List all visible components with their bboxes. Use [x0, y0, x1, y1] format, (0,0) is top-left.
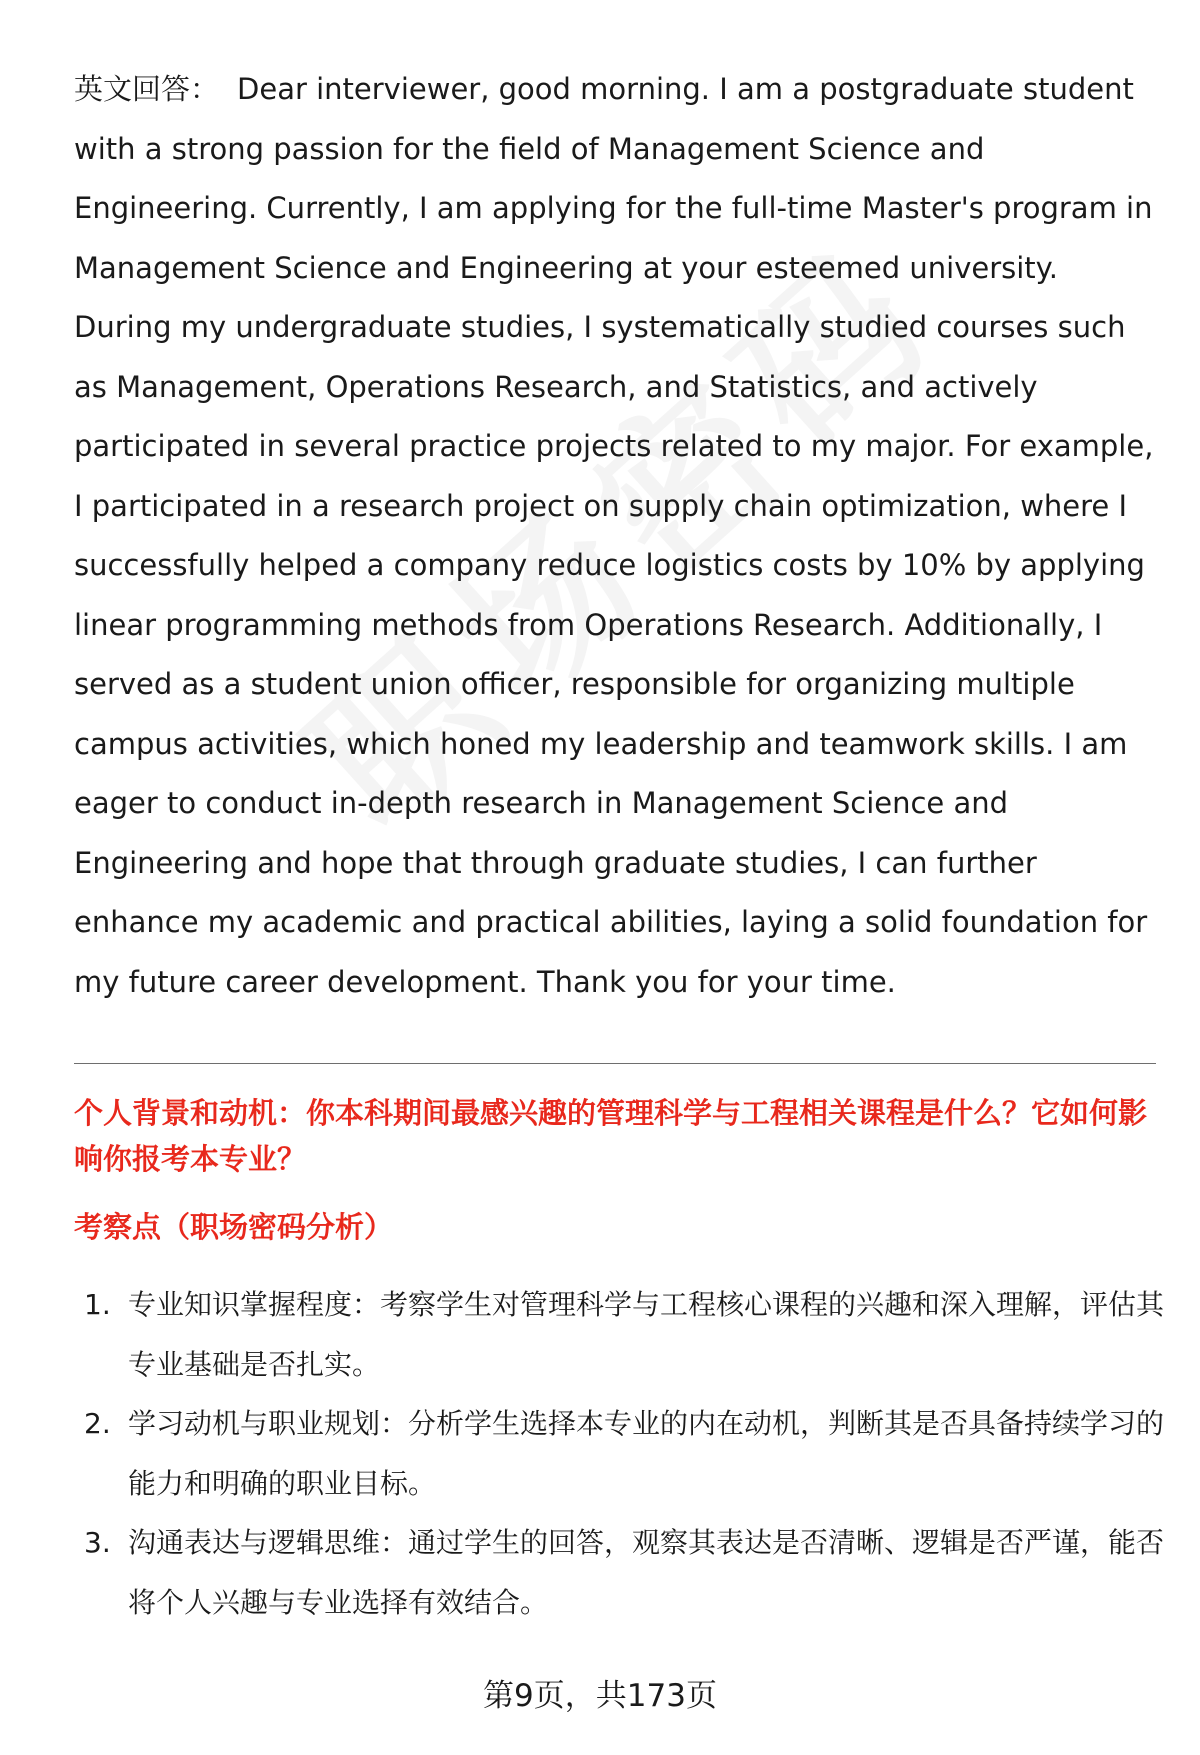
list-item-text: 沟通表达与逻辑思维：通过学生的回答，观察其表达是否清晰、逻辑是否严谨，能否将个人兴趣与专业选择有效结合。 [128, 1526, 1165, 1619]
section-divider [74, 1063, 1156, 1064]
list-item-number: 3. [84, 1526, 111, 1559]
list-item [74, 1513, 1164, 1632]
list-item-text: 学习动机与职业规划：分析学生选择本专业的内在动机，判断其是否具备持续学习的能力和明确的职业目标。 [128, 1407, 1165, 1500]
assessment-points-list [74, 1275, 1164, 1632]
question-heading: 个人背景和动机：你本科期间最感兴趣的管理科学与工程相关课程是什么？它如何影响你报考本专业？ [74, 1096, 1148, 1176]
assessment-points-heading: 考察点（职场密码分析） [74, 1210, 394, 1244]
list-item-number: 2. [84, 1407, 111, 1440]
answer-text: Dear interviewer, good morning. I am a postgraduate student with a strong passion for the field of Management Science and Engineering. Currently, I am applying for the full-time Master's program in Management Science and Engineering at your esteemed university. During my undergraduate studies, I systematically studied courses such as Management, Operations Research, and Statistics, and actively participated in several practice projects related to my major. For example, I participated in a research project on supply chain optimization, where I successfully helped a company reduce logistics costs by 10% by applying linear programming methods from Operations Research. Additionally, I served as a student union officer, responsible for organizing multiple campus activities, which honed my leadership and teamwork skills. I am eager to conduct in-depth research in Management Science and Engineering and hope that through graduate studies, I can further enhance my academic and practical abilities, laying a solid foundation for my future career development. Thank you for your time. [74, 72, 1154, 999]
list-item [74, 1275, 1164, 1394]
list-item-number: 1. [84, 1288, 111, 1321]
answer-label: 英文回答： [74, 72, 220, 106]
english-answer [74, 60, 1154, 1012]
page-number-footer: 第9页，共173页 [483, 1678, 717, 1714]
list-item [74, 1394, 1164, 1513]
list-item-text: 专业知识掌握程度：考察学生对管理科学与工程核心课程的兴趣和深入理解，评估其专业基础是否扎实。 [128, 1288, 1165, 1381]
